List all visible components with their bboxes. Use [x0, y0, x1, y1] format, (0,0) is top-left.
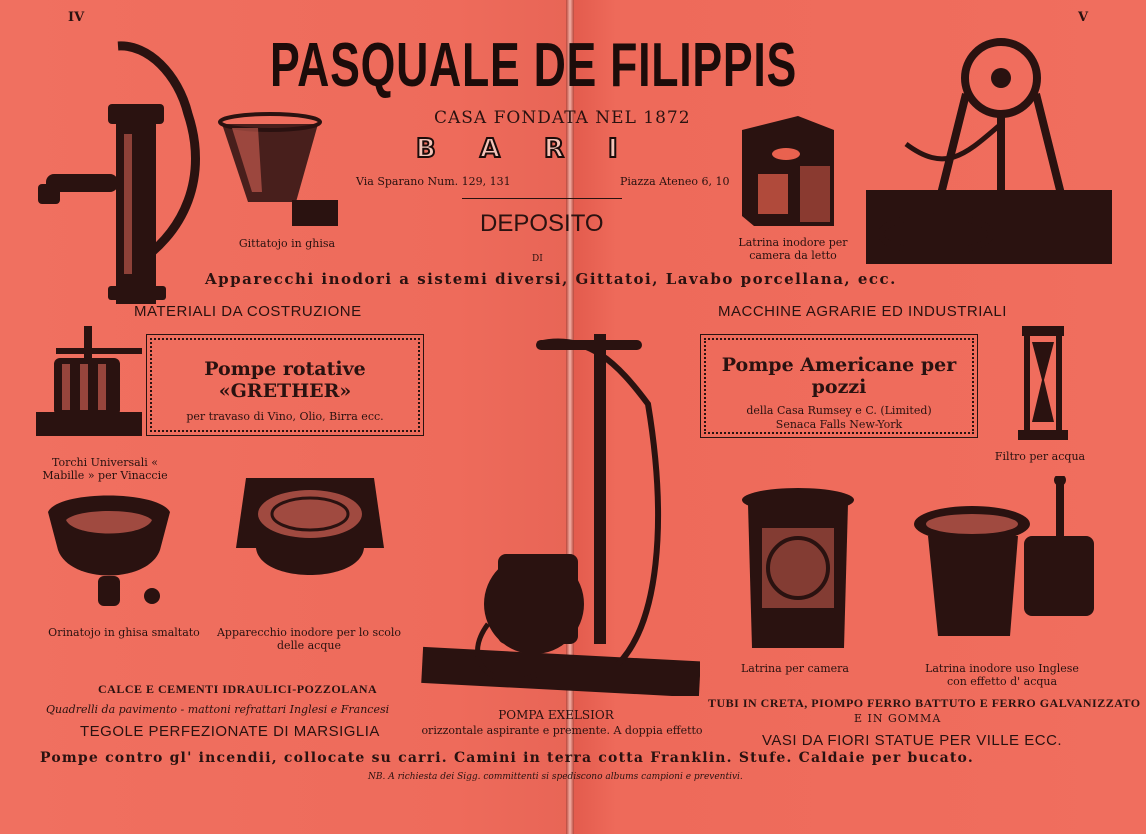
calce-line: CALCE E CEMENTI IDRAULICI-POZZOLANA	[98, 682, 378, 696]
caption-apparecchio: Apparecchio inodore per lo scolo delle acque	[216, 626, 402, 652]
urinal-icon	[48, 490, 172, 614]
nb-note: NB. A richiesta dei Sigg. committenti si spediscono albums campioni e preventivi.	[368, 772, 743, 782]
products-banner: Apparecchi inodori a sistemi diversi, Gittatoi, Lavabo porcellana, ecc.	[205, 270, 897, 288]
caption-orinatojo: Orinatojo in ghisa smaltato	[48, 626, 200, 639]
tubi-line: TUBI IN CRETA, PIOMPO FERRO BATTUTO E FERRO GALVANIZZATO	[708, 696, 1141, 710]
caption-filtro: Filtro per acqua	[994, 450, 1086, 463]
caption-latrina-letto: Latrina inodore per camera da letto	[738, 236, 848, 262]
quadrelli-line: Quadrelli da pavimento - mattoni refrattari Inglesi e Francesi	[46, 703, 390, 716]
header-rule	[462, 198, 622, 199]
caption-latrina-camera: Latrina per camera	[741, 662, 849, 675]
grether-title: Pompe rotative «GRETHER»	[204, 358, 366, 402]
americane-subtitle: della Casa Rumsey e C. (Limited) Senaca Falls New-York	[746, 404, 932, 431]
hand-pump-icon	[38, 34, 208, 304]
founded-line: CASA FONDATA NEL 1872	[434, 108, 691, 128]
funnel-sink-icon	[218, 112, 342, 234]
caption-gittatojo: Gittatojo in ghisa	[238, 237, 336, 250]
excelsior-pump-icon	[418, 324, 700, 696]
gomma-line: E IN GOMMA	[854, 712, 942, 725]
grether-box	[150, 338, 420, 432]
section-macchine: MACCHINE AGRARIE ED INDUSTRIALI	[718, 303, 1007, 320]
city-name: BARI	[416, 134, 662, 164]
tegole-line: TEGOLE PERFEZIONATE DI MARSIGLIA	[80, 723, 380, 740]
wine-press-icon	[36, 326, 146, 440]
deposito-heading: DEPOSITO	[480, 210, 604, 237]
filter-icon	[1018, 326, 1068, 442]
section-materiali: MATERIALI DA COSTRUZIONE	[134, 303, 362, 320]
di-label: DI	[532, 254, 543, 264]
vasi-line: VASI DA FIORI STATUE PER VILLE ECC.	[762, 732, 1063, 749]
caption-latrina-inglese: Latrina inodore uso Inglese con effetto d' acqua	[925, 662, 1079, 688]
page-title: PASQUALE DE FILIPPIS	[270, 31, 798, 100]
chamber-pot-icon	[738, 488, 858, 656]
grether-subtitle: per travaso di Vino, Olio, Birra ecc.	[186, 410, 384, 423]
wheel-pump-icon	[866, 34, 1112, 264]
commode-icon	[740, 116, 836, 232]
bottom-products-line: Pompe contro gl' incendii, collocate su carri. Camini in terra cotta Franklin. Stufe. Caldaie per bucato.	[40, 750, 974, 766]
address-left: Via Sparano Num. 129, 131	[356, 175, 511, 188]
address-right: Piazza Ateneo 6, 10	[620, 175, 730, 188]
americane-box	[704, 338, 974, 434]
americane-title: Pompe Americane per pozzi	[721, 354, 957, 398]
caption-torchi: Torchi Universali « Mabille » per Vinaccie	[42, 456, 168, 482]
drain-grate-icon	[236, 474, 384, 604]
caption-pompa-title: POMPA EXELSIOR	[498, 708, 614, 722]
page-number-left: IV	[68, 10, 85, 25]
caption-pompa-desc: orizzontale aspirante e premente. A doppia effetto	[421, 724, 703, 737]
english-toilet-icon	[914, 476, 1098, 650]
page-number-right: V	[1078, 10, 1089, 25]
